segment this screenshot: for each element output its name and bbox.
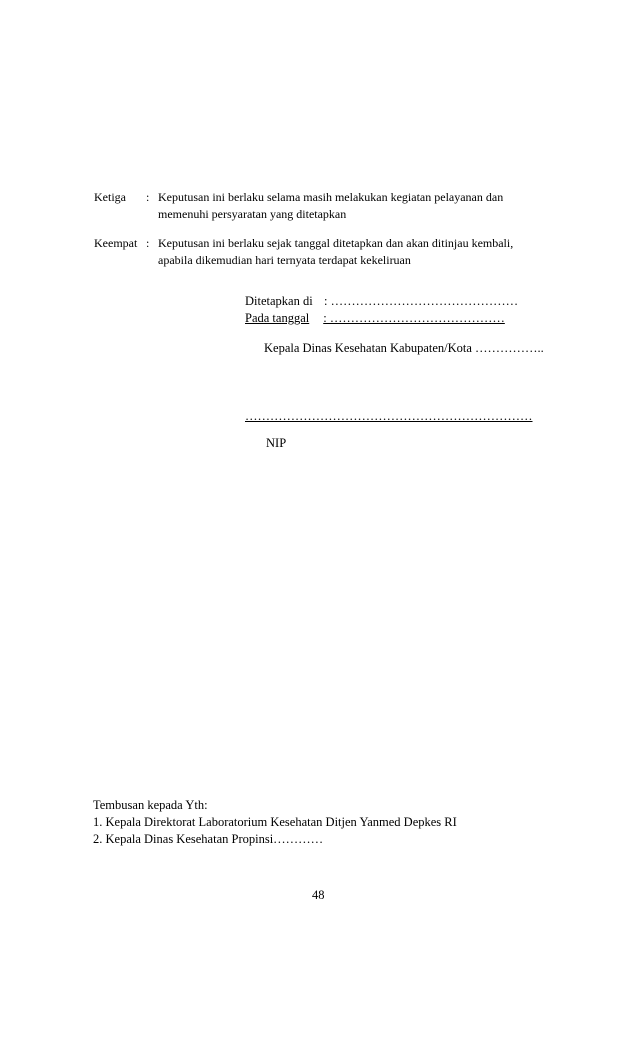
clause-ketiga-text-line2: memenuhi persyaratan yang ditetapkan — [158, 207, 347, 221]
official-title: Kepala Dinas Kesehatan Kabupaten/Kota …………….. — [264, 341, 544, 355]
ditetapkan-value: : ……………………………………… — [324, 294, 519, 308]
clause-keempat-text-line2: apabila dikemudian hari ternyata terdapat kekeliruan — [158, 253, 411, 267]
ditetapkan-label: Ditetapkan di — [245, 294, 313, 308]
tembusan-item-1: 1. Kepala Direktorat Laboratorium Kesehatan Ditjen Yanmed Depkes RI — [93, 815, 457, 829]
clause-keempat-text-line1: Keputusan ini berlaku sejak tanggal ditetapkan dan akan ditinjau kembali, — [158, 236, 514, 250]
tanggal-row — [245, 311, 523, 326]
tembusan-heading: Tembusan kepada Yth: — [93, 798, 208, 812]
clause-ketiga-text-line1: Keputusan ini berlaku selama masih melakukan kegiatan pelayanan dan — [158, 190, 504, 204]
tanggal-label: Pada tanggal — [245, 311, 310, 325]
clause-keempat-label: Keempat — [94, 236, 138, 250]
nip-label: NIP — [266, 436, 287, 450]
signatory-name-line: …………………………………………………………… — [245, 409, 533, 423]
clause-ketiga-label: Ketiga — [94, 190, 126, 204]
clause-keempat-colon: : — [146, 236, 150, 250]
tembusan-item-2: 2. Kepala Dinas Kesehatan Propinsi………… — [93, 832, 324, 846]
tanggal-value: : …………………………………… — [323, 311, 505, 325]
page-number: 48 — [312, 888, 325, 902]
clause-ketiga-colon: : — [146, 190, 150, 204]
